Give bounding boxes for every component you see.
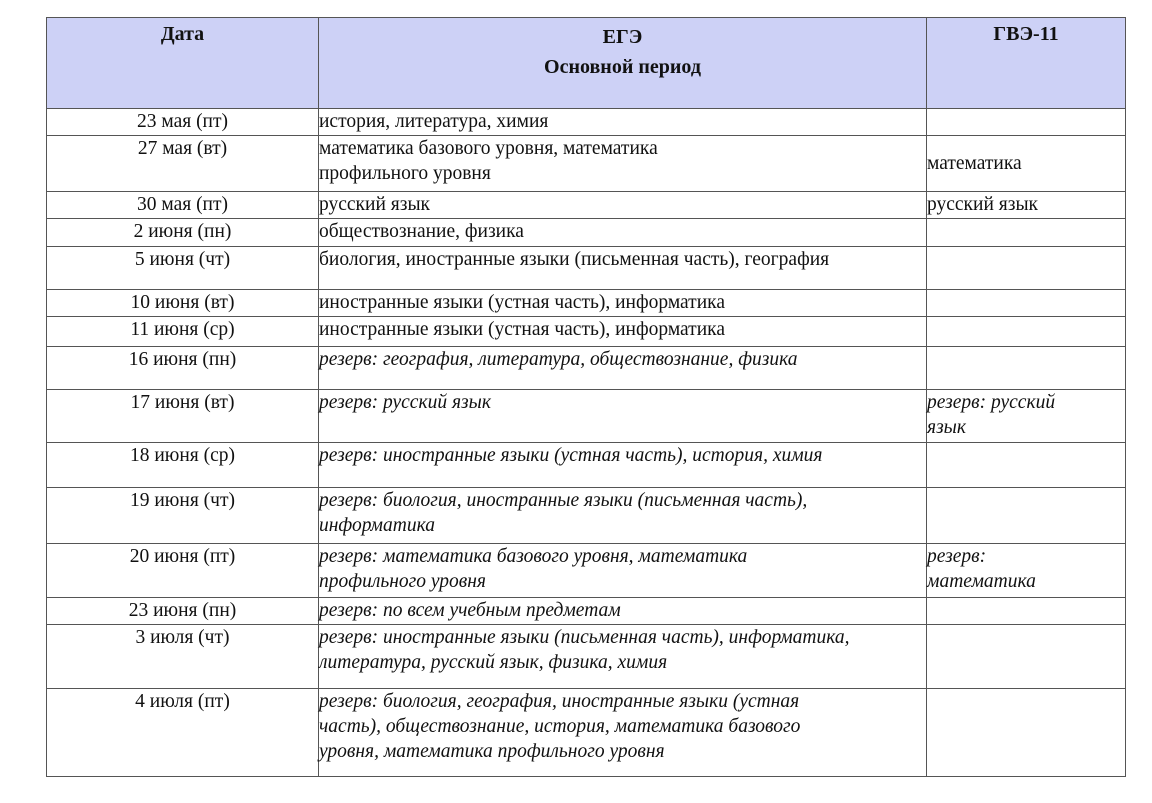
table-row	[47, 390, 1126, 443]
gve-text: математика	[927, 571, 1036, 592]
date-cell: 27 мая (вт)	[47, 136, 319, 192]
gve-cell	[927, 347, 1126, 390]
gve-cell	[927, 488, 1126, 544]
ege-text: история, литература, химия	[319, 111, 549, 132]
ege-cell	[319, 598, 927, 625]
ege-cell	[319, 390, 927, 443]
ege-cell	[319, 347, 927, 390]
header-gve: ГВЭ-11	[927, 18, 1126, 109]
gve-cell	[927, 247, 1126, 290]
table-row	[47, 290, 1126, 317]
gve-text: язык	[927, 417, 966, 438]
ege-text: профильного уровня	[319, 571, 486, 592]
gve-cell	[927, 390, 1126, 443]
gve-cell	[927, 689, 1126, 777]
ege-text: иностранные языки (устная часть), информатика	[319, 292, 725, 313]
date-cell: 3 июля (чт)	[47, 625, 319, 689]
date-cell: 23 мая (пт)	[47, 109, 319, 136]
ege-cell	[319, 317, 927, 347]
ege-text: уровня, математика профильного уровня	[319, 741, 665, 762]
gve-cell	[927, 290, 1126, 317]
header-ege-title: ЕГЭ	[602, 26, 643, 48]
table-row	[47, 136, 1126, 192]
gve-cell	[927, 443, 1126, 488]
date-cell: 19 июня (чт)	[47, 488, 319, 544]
gve-cell	[927, 625, 1126, 689]
ege-cell	[319, 219, 927, 247]
header-ege	[319, 18, 927, 109]
date-cell: 18 июня (ср)	[47, 443, 319, 488]
ege-text: математика базового уровня, математика	[319, 138, 658, 159]
date-cell: 16 июня (пн)	[47, 347, 319, 390]
ege-text: резерв: математика базового уровня, математика	[319, 546, 748, 567]
gve-cell	[927, 192, 1126, 219]
header-date: Дата	[47, 18, 319, 109]
ege-text: профильного уровня	[319, 163, 491, 184]
table-row	[47, 598, 1126, 625]
ege-cell	[319, 290, 927, 317]
table-row	[47, 443, 1126, 488]
table-row	[47, 347, 1126, 390]
exam-schedule-table	[46, 17, 1126, 777]
ege-cell	[319, 192, 927, 219]
table-row	[47, 544, 1126, 598]
date-cell: 30 мая (пт)	[47, 192, 319, 219]
table-row	[47, 192, 1126, 219]
header-ege-period: Основной период	[544, 56, 701, 78]
table-row	[47, 219, 1126, 247]
ege-text: резерв: по всем учебным предметам	[319, 600, 621, 621]
ege-text: резерв: биология, география, иностранные языки (устная	[319, 691, 800, 712]
table-row	[47, 689, 1126, 777]
date-cell: 11 июня (ср)	[47, 317, 319, 347]
ege-cell	[319, 247, 927, 290]
date-cell: 5 июня (чт)	[47, 247, 319, 290]
gve-cell	[927, 598, 1126, 625]
gve-cell	[927, 109, 1126, 136]
table-row	[47, 625, 1126, 689]
table-row	[47, 317, 1126, 347]
table-row	[47, 109, 1126, 136]
ege-text: русский язык	[319, 194, 431, 215]
date-cell: 23 июня (пн)	[47, 598, 319, 625]
gve-cell	[927, 544, 1126, 598]
date-cell: 20 июня (пт)	[47, 544, 319, 598]
gve-text: резерв: русский	[927, 392, 1056, 413]
date-cell: 17 июня (вт)	[47, 390, 319, 443]
gve-text: русский язык	[927, 194, 1039, 215]
ege-text: информатика	[319, 515, 435, 536]
gve-cell	[927, 136, 1126, 192]
header-row	[47, 18, 1126, 109]
ege-text: обществознание, физика	[319, 221, 524, 242]
ege-text: резерв: иностранные языки (устная часть), история, химия	[319, 445, 823, 466]
gve-cell	[927, 317, 1126, 347]
ege-cell	[319, 488, 927, 544]
ege-cell	[319, 136, 927, 192]
ege-text: литература, русский язык, физика, химия	[319, 652, 668, 673]
gve-text: резерв:	[927, 546, 987, 567]
table-row	[47, 488, 1126, 544]
ege-cell	[319, 625, 927, 689]
gve-text: математика	[927, 153, 1022, 174]
ege-cell	[319, 544, 927, 598]
gve-cell	[927, 219, 1126, 247]
ege-text: часть), обществознание, история, математика базового	[319, 716, 801, 737]
table-row	[47, 247, 1126, 290]
date-cell: 10 июня (вт)	[47, 290, 319, 317]
ege-text: резерв: иностранные языки (письменная часть), информатика,	[319, 627, 850, 648]
ege-cell	[319, 443, 927, 488]
ege-cell	[319, 689, 927, 777]
ege-text: резерв: биология, иностранные языки (письменная часть),	[319, 490, 808, 511]
ege-text: биология, иностранные языки (письменная часть), география	[319, 249, 830, 270]
date-cell: 2 июня (пн)	[47, 219, 319, 247]
ege-text: иностранные языки (устная часть), информатика	[319, 319, 725, 340]
ege-text: резерв: русский язык	[319, 392, 491, 413]
ege-cell	[319, 109, 927, 136]
date-cell: 4 июля (пт)	[47, 689, 319, 777]
ege-text: резерв: география, литература, обществознание, физика	[319, 349, 798, 370]
